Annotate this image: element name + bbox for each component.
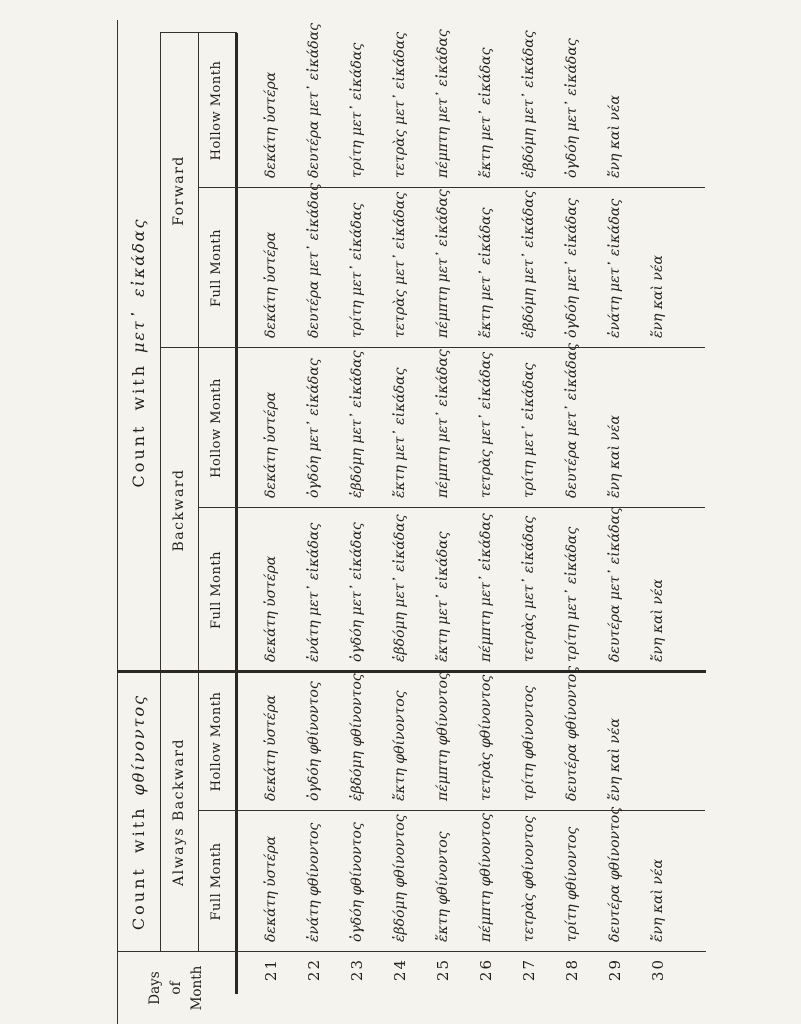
table-cell (637, 666, 680, 801)
day-number-column (237, 958, 680, 1024)
table-cell: τρίτη μετ᾽ εἰκάδας (348, 202, 365, 338)
table-cell (637, 343, 680, 498)
table-cell: τρίτη μετ᾽ εἰκάδας (521, 362, 538, 498)
day-number: 29 (606, 958, 625, 982)
table-cell: ὀγδόη φθίνοντος (305, 681, 322, 801)
stub-line: Days (146, 971, 163, 1005)
table-cell: δεκάτη ὑστέρα (262, 231, 279, 338)
day-number: 30 (649, 958, 668, 982)
table-cell: ἕκτη μετ᾽ εἰκάδας (478, 207, 495, 338)
month-header-full: Full Month (209, 842, 224, 921)
table-cell: δευτέρα μετ᾽ εἰκάδας (305, 22, 322, 178)
table-cell: ὀγδόη μετ᾽ εἰκάδας (564, 38, 581, 178)
table-cell: πέμπτη μετ᾽ εἰκάδας (434, 29, 451, 178)
table-cell: ἕκτη μετ᾽ εἰκάδας (391, 367, 408, 498)
table-cell: ἑβδόμη μετ᾽ εἰκάδας (391, 514, 408, 662)
month-header-hollow: Hollow Month (209, 60, 224, 161)
table-cell: ἕκτη μετ᾽ εἰκάδας (434, 531, 451, 662)
table-cell (637, 23, 680, 178)
table-cell: δεκάτη ὑστέρα (262, 71, 279, 178)
table-cell: ἑβδόμη φθίνοντος (348, 673, 365, 801)
column-forward-full (237, 183, 680, 338)
table-cell: δεκάτη ὑστέρα (262, 835, 279, 942)
group-header-prefix: Count with (129, 362, 148, 488)
table-cell: δευτέρα μετ᾽ εἰκάδας (607, 506, 624, 662)
group-header-met-eikadas (117, 33, 160, 672)
subgroup-header-forward: Forward (171, 155, 187, 226)
table-cell: πέμπτη μετ᾽ εἰκάδας (478, 513, 495, 662)
table-cell: δευτέρα φθίνοντος (564, 665, 581, 801)
table-cell: τρίτη μετ᾽ εἰκάδας (348, 42, 365, 178)
stub-header-days-of-month (117, 952, 235, 1024)
table-cell: ἑβδόμη μετ᾽ εἰκάδας (348, 350, 365, 498)
group-header-phthinontos (117, 672, 160, 952)
table-cell: ἕκτη φθίνοντος (434, 831, 451, 942)
table-cell: δευτέρα φθίνοντος (607, 806, 624, 942)
table-cell: ἕνη καὶ νέα (650, 859, 667, 942)
table-cell: δευτέρα μετ᾽ εἰκάδας (305, 182, 322, 338)
month-header-hollow: Hollow Month (209, 691, 224, 792)
month-header-full: Full Month (209, 229, 224, 307)
day-number: 27 (520, 958, 539, 982)
rotated-table (117, 14, 777, 1024)
day-number: 25 (433, 958, 452, 982)
table-cell: τετρὰς φθίνοντος (521, 815, 538, 942)
group-header-greek: μετ᾽ εἰκάδας (129, 217, 148, 353)
table-cell: ὀγδόη μετ᾽ εἰκάδας (305, 358, 322, 498)
table-cell: ἕκτη φθίνοντος (391, 690, 408, 801)
table-cell: τρίτη φθίνοντος (564, 826, 581, 942)
table-cell: τρίτη μετ᾽ εἰκάδας (564, 526, 581, 662)
table-cell: ἕνη καὶ νέα (650, 579, 667, 662)
day-number: 28 (563, 958, 582, 982)
group-header-greek: φθίνοντος (129, 693, 148, 796)
table-cell: δεκάτη ὑστέρα (262, 555, 279, 662)
table-cell: πέμπτη μετ᾽ εἰκάδας (434, 189, 451, 338)
table-cell: δεκάτη ὑστέρα (262, 391, 279, 498)
table-cell: ἐνάτη μετ᾽ εἰκάδας (305, 522, 322, 662)
table-cell: ἕνη καὶ νέα (607, 95, 624, 178)
table-cell: τετρὰς μετ᾽ εἰκάδας (391, 191, 408, 338)
column-backward-hollow (237, 343, 680, 498)
table-cell: ἐνάτη φθίνοντος (305, 822, 322, 942)
table-cell: τετρὰς φθίνοντος (478, 674, 495, 801)
stub-line: of (167, 981, 184, 995)
day-number: 24 (390, 958, 409, 982)
day-number: 21 (261, 958, 280, 982)
table-cell: ἑβδόμη μετ᾽ εἰκάδας (521, 30, 538, 178)
table-cell: δευτέρα μετ᾽ εἰκάδας (564, 342, 581, 498)
subgroup-header-always-backward: Always Backward (171, 738, 187, 886)
table-cell: ἕκτη μετ᾽ εἰκάδας (478, 47, 495, 178)
table-cell: τετρὰς μετ᾽ εἰκάδας (478, 351, 495, 498)
table-cell: πέμπτη φθίνοντος (434, 672, 451, 801)
month-header-full: Full Month (209, 551, 224, 629)
table-cell: ἐνάτη μετ᾽ εἰκάδας (607, 198, 624, 338)
table-cell: ἕνη καὶ νέα (607, 718, 624, 801)
table-cell: ὀγδόη φθίνοντος (348, 822, 365, 942)
table-cell: ἑβδόμη μετ᾽ εἰκάδας (521, 190, 538, 338)
column-phthinontos-full (237, 807, 680, 942)
table-cell: τρίτη φθίνοντος (521, 685, 538, 801)
table-cell: τετρὰς μετ᾽ εἰκάδας (521, 515, 538, 662)
table-cell: ὀγδόη μετ᾽ εἰκάδας (348, 522, 365, 662)
group-header-prefix: Count with (129, 805, 148, 931)
column-phthinontos-hollow (237, 666, 680, 801)
table-cell: ἑβδόμη φθίνοντος (391, 814, 408, 942)
day-number: 26 (477, 958, 496, 982)
column-backward-full (237, 507, 680, 662)
subgroup-header-backward: Backward (171, 468, 187, 552)
day-number: 23 (347, 958, 366, 982)
table-cell: πέμπτη φθίνοντος (478, 813, 495, 942)
column-forward-hollow (237, 23, 680, 178)
table-cell: πέμπτη μετ᾽ εἰκάδας (434, 349, 451, 498)
table-cell: ἕνη καὶ νέα (607, 415, 624, 498)
stub-line: Month (188, 965, 205, 1011)
month-header-hollow: Hollow Month (209, 378, 224, 478)
table-cell: ὀγδόη μετ᾽ εἰκάδας (564, 198, 581, 338)
day-number: 22 (304, 958, 323, 982)
table-cell: ἕνη καὶ νέα (650, 255, 667, 338)
table-cell: δεκάτη ὑστέρα (262, 694, 279, 801)
table-cell: τετρὰς μετ᾽ εἰκάδας (391, 31, 408, 178)
